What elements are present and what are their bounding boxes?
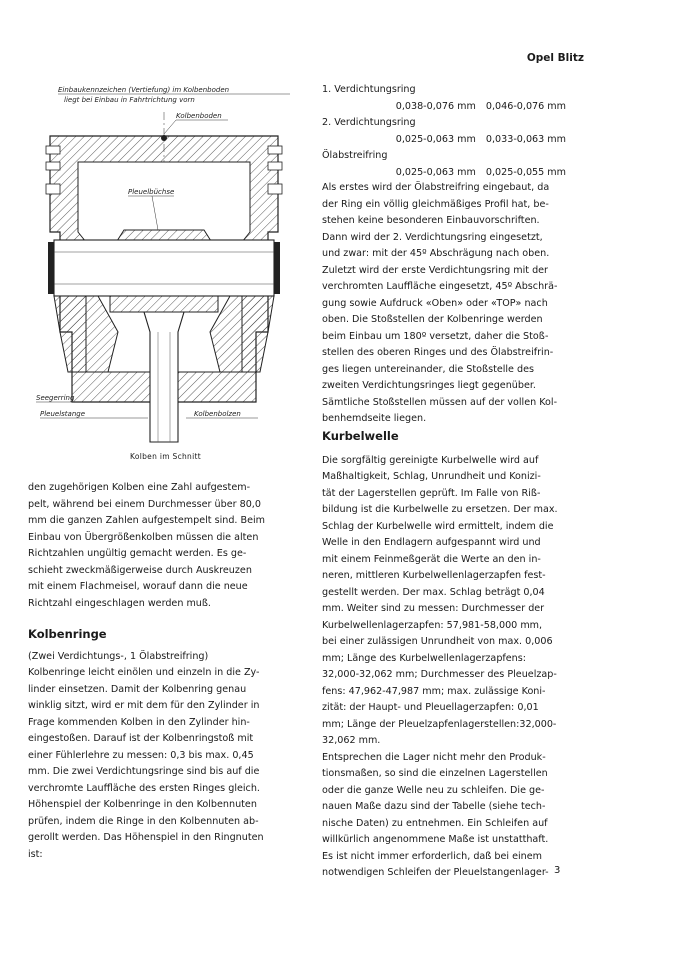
- text-line: pelt, während bei einem Durchmesser über 80,0: [28, 498, 261, 510]
- text-line: Sämtliche Stoßstellen müssen auf der vollen Kol-: [322, 396, 558, 408]
- text-line: oben. Die Stoßstellen der Kolbenringe werden: [322, 314, 543, 325]
- text-line: Richtzahl eingeschlagen werden muß.: [28, 597, 211, 609]
- text-line: nauen Maße dazu sind der Tabelle (siehe tech-: [322, 801, 546, 812]
- page-number: 3: [554, 865, 561, 876]
- text-line: verchromte Lauffläche des ersten Ringes gleich.: [28, 782, 260, 794]
- figure-label-mark-line1: Einbaukennzeichen (Vertiefung) im Kolbenboden: [58, 86, 230, 94]
- spec-value: 0,025-0,055 mm: [485, 166, 566, 178]
- spec-value: 0,038-0,076 mm: [395, 100, 476, 112]
- text-line: einer Fühlerlehre zu messen: 0,3 bis max. 0,45: [28, 749, 254, 761]
- text-line: bildung ist die Kurbelwelle zu ersetzen. Der max.: [322, 504, 558, 515]
- spec-ring-name: 2. Verdichtungsring: [322, 117, 416, 128]
- text-line: stehen keine besonderen Einbauvorschriften.: [322, 215, 540, 226]
- text-line: notwendigen Schleifen der Pleuelstangenlager-: [322, 867, 549, 878]
- figure-caption: Kolben im Schnitt: [130, 452, 201, 461]
- text-line: willkürlich angenommene Maße ist unstatthaft.: [322, 834, 549, 845]
- text-line: tionsmaßen, so sind die einzelnen Lagerstellen: [322, 768, 548, 779]
- text-line: 32,062 mm.: [322, 735, 381, 746]
- text-line: bei einer zulässigen Unrundheit von max. 0,006: [322, 636, 553, 647]
- text-line: neren, mittleren Kurbelwellenlagerzapfen fest-: [322, 570, 546, 581]
- text-line: (Zwei Verdichtungs-, 1 Ölabstreifring): [28, 650, 209, 662]
- figure-label-circlip: Seegerring: [36, 394, 75, 402]
- text-line: verchromten Lauffläche eingesetzt, 45º Abschrä-: [322, 281, 558, 292]
- figure-label-mark-line2: liegt bei Einbau in Fahrtrichtung vorn: [64, 96, 195, 104]
- spec-ring-name: Ölabstreifring: [322, 150, 388, 161]
- text-line: ges liegen untereinander, die Stoßstelle des: [322, 363, 535, 375]
- text-line: prüfen, indem die Ringe in den Kolbennuten ab-: [28, 815, 259, 827]
- text-line: Maßhaltigkeit, Schlag, Unrundheit und Konizi-: [322, 471, 541, 482]
- text-line: Höhenspiel der Kolbenringe in den Kolbennuten: [28, 799, 257, 810]
- text-line: gerollt werden. Das Höhenspiel in den Ringnuten: [28, 832, 264, 843]
- text-line: nische Daten) zu entnehmen. Ein Schleifen auf: [322, 817, 548, 829]
- text-line: 32,000-32,062 mm; Durchmesser des Pleuelzap-: [322, 669, 557, 680]
- section-title-kurbelwelle: Kurbelwelle: [322, 429, 399, 443]
- text-line: Dann wird der 2. Verdichtungsring eingesetzt,: [322, 231, 543, 243]
- spec-value: 0,025-0,063 mm: [395, 133, 476, 145]
- spec-values-row: [322, 132, 568, 149]
- text-line: zweiten Verdichtungsringes liegt gegenüber.: [322, 380, 536, 391]
- text-line: Kurbelwellenlagerzapfen: 57,981-58,000 mm,: [322, 619, 543, 631]
- text-line: Die sorgfältig gereinigte Kurbelwelle wird auf: [322, 454, 539, 466]
- text-line: oder die ganze Welle neu zu schleifen. Die ge-: [322, 784, 545, 796]
- text-line: Einbau von Übergrößenkolben müssen die alten: [28, 531, 259, 543]
- text-line: den zugehörigen Kolben eine Zahl aufgestem-: [28, 482, 251, 493]
- figure-label-rod: Pleuelstange: [40, 410, 86, 418]
- text-line: zität: der Haupt- und Pleuellagerzapfen: 0,01: [322, 702, 539, 713]
- left-intro-paragraph: [28, 480, 296, 612]
- spec-ring-name: 1. Verdichtungsring: [322, 84, 416, 95]
- text-line: Entsprechen die Lager nicht mehr den Produk-: [322, 751, 546, 763]
- text-line: mit einem Feinmeßgerät die Werte an den in-: [322, 553, 541, 565]
- text-line: mit einem Flachmeisel, worauf dann die neue: [28, 581, 248, 592]
- text-line: Als erstes wird der Ölabstreifring eingebaut, da: [322, 182, 550, 193]
- text-line: Kolbenringe leicht einölen und einzeln in die Zy-: [28, 667, 260, 678]
- text-line: und zwar: mit der 45º Abschrägung nach oben.: [322, 248, 550, 259]
- spec-value: 0,025-0,063 mm: [395, 166, 476, 178]
- spec-value: 0,033-0,063 mm: [485, 133, 566, 145]
- section-title-kolbenringe: Kolbenringe: [28, 627, 107, 641]
- text-line: mm. Die zwei Verdichtungsringe sind bis auf die: [28, 766, 260, 777]
- text-line: Zuletzt wird der erste Verdichtungsring mit der: [322, 264, 549, 276]
- text-line: mm; Länge der Pleuelzapfenlagerstellen:32,000-: [322, 718, 557, 730]
- spec-values-row: [322, 165, 568, 182]
- running-header: Opel Blitz: [526, 52, 584, 64]
- kurbelwelle-section: [322, 428, 568, 882]
- text-line: linder einsetzen. Damit der Kolbenring genau: [28, 683, 247, 695]
- ring-clearance-specs: [322, 82, 568, 181]
- text-line: ist:: [28, 848, 43, 860]
- text-line: Richtzahlen ungültig gemacht werden. Es ge-: [28, 548, 247, 559]
- text-line: schieht zweckmäßigerweise durch Auskreuzen: [28, 564, 252, 576]
- text-line: gung sowie Aufdruck «Oben» oder «TOP» nach: [322, 297, 548, 309]
- text-line: beim Einbau um 180º versetzt, daher die Stoß-: [322, 330, 549, 342]
- spec-values-row: [322, 99, 568, 116]
- text-line: tät der Lagerstellen geprüft. Im Falle von Riß-: [322, 487, 541, 499]
- text-line: mm. Weiter sind zu messen: Durchmesser der: [322, 603, 545, 614]
- text-line: fens: 47,962-47,987 mm; max. zulässige Koni-: [322, 685, 546, 697]
- text-line: gestellt werden. Der max. Schlag beträgt 0,04: [322, 586, 545, 598]
- text-line: mm; Länge des Kurbelwellenlagerzapfens:: [322, 652, 526, 664]
- piston-cross-section-figure: [28, 82, 300, 450]
- text-line: mm die ganzen Zahlen aufgestempelt sind. Beim: [28, 515, 266, 526]
- text-line: Schlag der Kurbelwelle wird ermittelt, indem die: [322, 520, 554, 532]
- text-line: stellen des oberen Ringes und des Ölabstreifrin-: [322, 347, 554, 358]
- ring-installation-paragraph: [322, 180, 568, 428]
- text-line: Welle in den Endlagern aufgespannt wird und: [322, 537, 541, 548]
- text-line: winklig sitzt, wird er mit dem für den Zylinder in: [28, 700, 260, 711]
- figure-label-pin: Kolbenbolzen: [194, 410, 241, 418]
- text-line: Frage kommenden Kolben in den Zylinder hin-: [28, 716, 250, 728]
- text-line: der Ring ein völlig gleichmäßiges Profil hat, be-: [322, 198, 549, 210]
- figure-label-bushing: Pleuelbüchse: [128, 188, 175, 196]
- kolbenringe-section: [28, 626, 296, 863]
- text-line: Es ist nicht immer erforderlich, daß bei einem: [322, 850, 543, 862]
- spec-value: 0,046-0,076 mm: [485, 100, 566, 112]
- figure-label-crown: Kolbenboden: [176, 112, 222, 120]
- text-line: benhemdseite liegen.: [322, 413, 427, 424]
- text-line: eingestoßen. Darauf ist der Kolbenringstoß mit: [28, 733, 254, 744]
